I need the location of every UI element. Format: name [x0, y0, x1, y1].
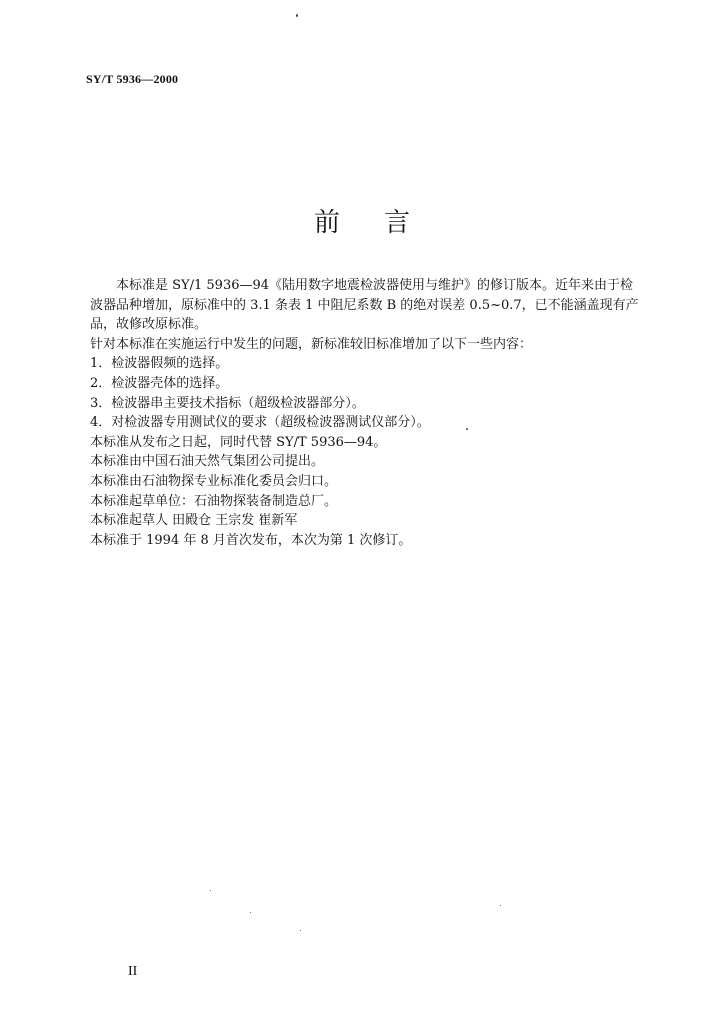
list-item: 2．检波器壳体的选择。 [90, 375, 229, 391]
scan-speck [296, 14, 298, 17]
scan-speck [466, 428, 468, 430]
committee-note: 本标准由石油物探专业标准化委员会归口。 [90, 473, 338, 489]
proposer-note: 本标准由中国石油天然气集团公司提出。 [90, 454, 325, 470]
intro-paragraph: 本标准是 SY/1 5936—94《陆用数字地震检波器使用与维护》的修订版本。近年来由于检波器品种增加，原标准中的 3.1 条表 1 中阻尼系数 B 的绝对误差 0.5~0.7，已不能涵盖现有产品，故修改原标准。 [90, 278, 639, 333]
page-number: II [128, 964, 138, 979]
scan-speck [250, 912, 251, 913]
scan-speck [500, 905, 501, 906]
lead-in-paragraph: 针对本标准在实施运行中发生的问题，新标准较旧标准增加了以下一些内容： [90, 336, 533, 352]
standard-code: SY/T 5936—2000 [86, 72, 179, 86]
replacement-note: 本标准从发布之日起，同时代替 SY/T 5936—94。 [90, 434, 387, 450]
list-item: 1．检波器假频的选择。 [90, 356, 229, 372]
scan-speck [210, 890, 211, 891]
drafting-unit-note: 本标准起草单位：石油物探装备制造总厂。 [90, 493, 338, 509]
page-title: 前言 [313, 208, 454, 238]
drafters-note: 本标准起草人 田殿仓 王宗发 崔新军 [90, 513, 298, 529]
list-item: 3．检波器串主要技术指标（超级检波器部分）。 [90, 395, 365, 411]
release-history-note: 本标准于 1994 年 8 月首次发布，本次为第 1 次修订。 [90, 532, 412, 548]
list-item: 4．对检波器专用测试仪的要求（超级检波器测试仪部分）。 [90, 415, 430, 431]
scan-speck [300, 930, 301, 931]
foreword-body [90, 276, 640, 550]
